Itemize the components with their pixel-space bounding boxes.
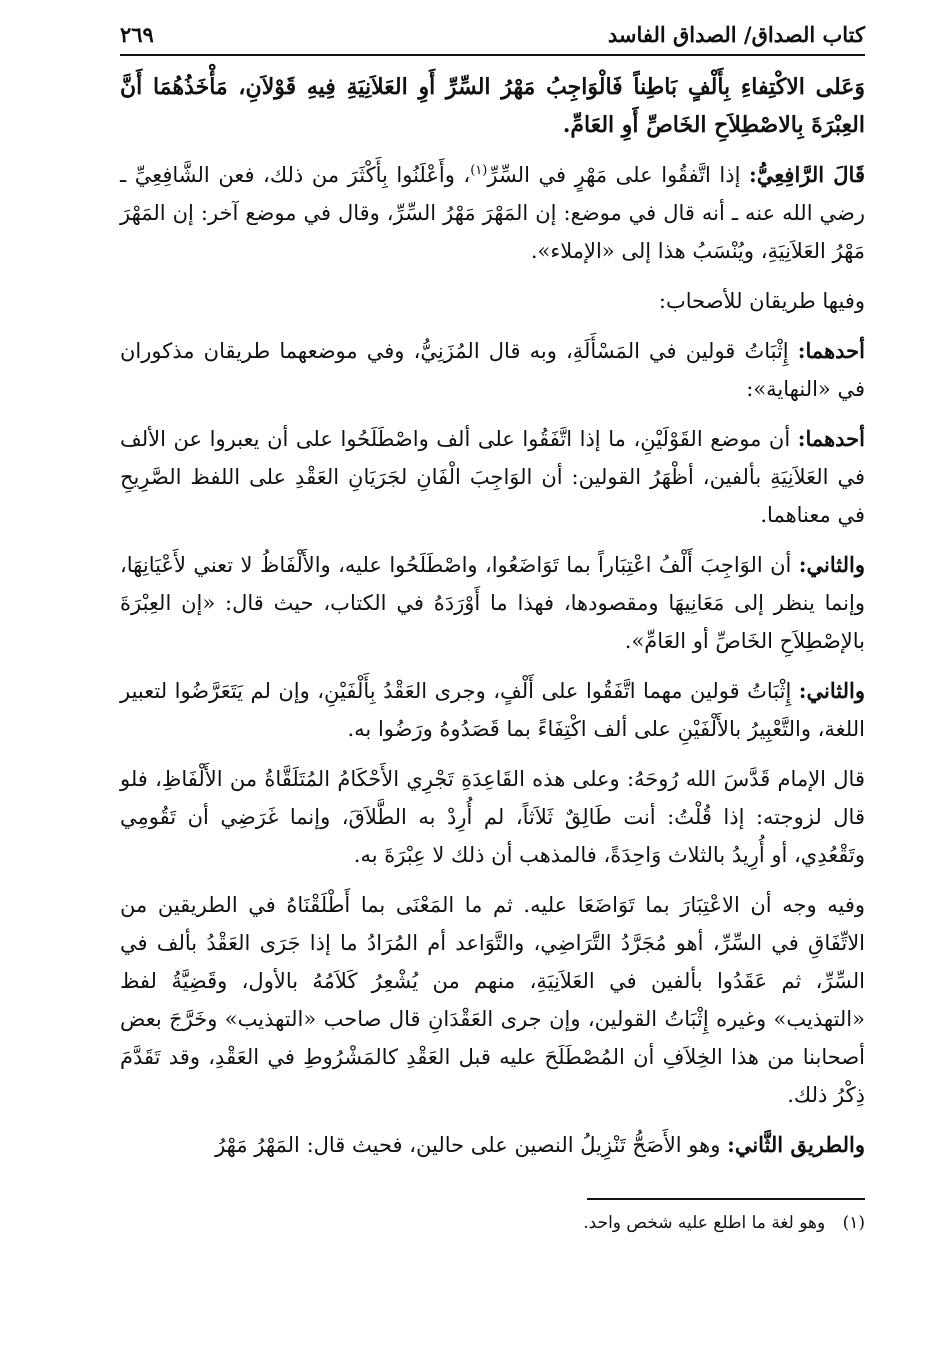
- footnote-divider: [587, 1198, 865, 1200]
- main-text: [120, 68, 865, 1176]
- paragraph: [120, 886, 865, 1114]
- footnote-reference[interactable]: (١): [470, 163, 488, 178]
- paragraph: [120, 156, 865, 270]
- paragraph: [120, 1126, 865, 1164]
- paragraph-text: أن الوَاجِبَ أَلْفُ اعْتِبَاراً بما تَوَاضَعُوا، واصْطَلَحُوا عليه، والأَلْفَاظُ لا تعني لأَعْيَانِهَا، وإنما ينظر إلى مَعَانِيهَا ومقصودها، فهذا ما أَوْرَدَهُ في الكتاب، حيث قال: «إن العِبْرَةَ بالإصْطِلاَحِ الخَاصِّ أو العَامِّ».: [120, 553, 865, 653]
- paragraph: [120, 332, 865, 408]
- paragraph-text: أن موضع القَوْلَيْنِ، ما إذا اتَّفَقُوا على ألف واصْطَلَحُوا على أن يعبروا عن الألف في العَلاَنِيَةِ بألفين، أظْهَرُ القولين: أن الوَاجِبَ الْفَانِ لجَرَيَانِ العَقْدِ على اللفظ الصَّرِيحِ في معناهما.: [120, 427, 865, 527]
- page-number: ٢٦٩: [120, 21, 154, 47]
- paragraph-text: وفيه وجه أن الاعْتِبَارَ بما تَوَاضَعَا عليه. ثم ما المَعْنَى بما أَطْلَقْنَاهُ في الطريقين من الاتِّفَاقِ في السِّرِّ، أهو مُجَرَّدُ التَّرَاضِي، والتَّوَاعد أم المُرَادُ ما إذا جَرَى العَقْدُ بألف في السِّرِّ، ثم عَقَدُوا بألفين في العَلاَنِيَةِ، منهم من يُشْعِرُ كَلاَمُهُ بالأول، وقَضِيَّةُ لفظ «التهذيب» وغيره إِثْبَاتُ القولين، وإن جرى العَقْدَانِ قال صاحب «التهذيب» وخَرَّجَ بعض أصحابنا من هذا الخِلاَفِ أن المُصْطَلَحَ عليه قبل العَقْدِ كالمَشْرُوطِ في العَقْدِ، وقد تَقَدَّمَ ذِكْرُ ذلك.: [120, 893, 865, 1107]
- paragraph: [120, 420, 865, 534]
- paragraph: [120, 546, 865, 660]
- paragraph-lead: والثاني:: [798, 678, 865, 703]
- paragraph: [120, 760, 865, 874]
- paragraph-text: إِثْبَاتُ قولين مهما اتَّفَقُوا على أَلْفٍ، وجرى العَقْدُ بِأَلْفَيْنِ، وإن لم يَتَعَرَّضُوا لتعبير اللغة، والتَّعْبِيرُ بالأَلْفَيْنِ على ألف اكْتِفَاءً بما قَصَدُوهُ ورَضُوا به.: [120, 679, 865, 741]
- paragraph-lead: أحدهما:: [797, 426, 865, 451]
- paragraph-lead: قَالَ الرَّافِعِيُّ:: [749, 162, 865, 187]
- paragraph-lead: أحدهما:: [797, 338, 865, 363]
- paragraph-text: وفيها طريقان للأصحاب:: [658, 289, 865, 313]
- paragraph-text: إِثْبَاتُ قولين في المَسْأَلَةِ، وبه قال المُزَنِيُّ، وفي موضعهما طريقان مذكوران في «النهاية»:: [120, 339, 865, 401]
- footnote-text: وهو لغة ما اطلع عليه شخص واحد.: [583, 1213, 826, 1233]
- paragraph-lead: والثاني:: [798, 552, 865, 577]
- paragraph-text: إذا اتَّفقُوا على مَهْرٍ في السِّرِّ: [487, 163, 741, 187]
- running-title: كتاب الصداق/ الصداق الفاسد: [607, 21, 865, 47]
- paragraph-text: وَعَلى الاكْتِفاءِ بِأَلْفٍ بَاطِناً فَالْوَاجِبُ مَهْرُ السِّرِّ أَوِ العَلاَنِيَةِ فِيهِ قَوْلاَنِ، مَأْخَذُهُمَا أَنَّ العِبْرَةَ بِالاصْطِلاَحِ الخَاصِّ أَوِ العَامِّ.: [120, 74, 865, 138]
- paragraph-text-continued: ، وأَعْلَنُوا بِأَكْثَرَ من ذلك، فعن الشَّافِعِيِّ ـ رضي الله عنه ـ أنه قال في موضع: إن المَهْرَ مَهْرُ السِّرِّ، وقال في موضع آخر: إن المَهْرَ مَهْرُ العَلاَنِيَةِ، ويُنْسَبُ هذا إلى «الإملاء».: [120, 163, 865, 263]
- paragraph: [120, 672, 865, 748]
- paragraph-text: وهو الأَصَحُّ تَنْزِيلُ النصين على حالين، فحيث قال: المَهْرُ مَهْرُ: [215, 1133, 721, 1157]
- footnote-number: (١): [842, 1213, 865, 1233]
- footnote: [400, 1208, 865, 1238]
- paragraph: [120, 282, 865, 320]
- matn-paragraph: [120, 68, 865, 144]
- paragraph-text: قال الإمام قَدَّسَ الله رُوحَهُ: وعلى هذه القَاعِدَةِ تَجْرِي الأَحْكَامُ المُتَلَقَّاةُ من الأَلْفَاظِ، فلو قال لزوجته: إذا قُلْتُ: أنت طَالِقٌ ثَلاَثاً، لم أُرِدْ به الطَّلاَقَ، وإنما غَرَضِي أن تَقُومِي وتَقْعُدِي، أو أُرِيدُ بالثلاث وَاحِدَةً، فالمذهب أن ذلك لا عِبْرَةَ به.: [120, 767, 865, 867]
- page-header: [120, 14, 865, 56]
- paragraph-lead: والطريق الثَّاني:: [727, 1132, 865, 1157]
